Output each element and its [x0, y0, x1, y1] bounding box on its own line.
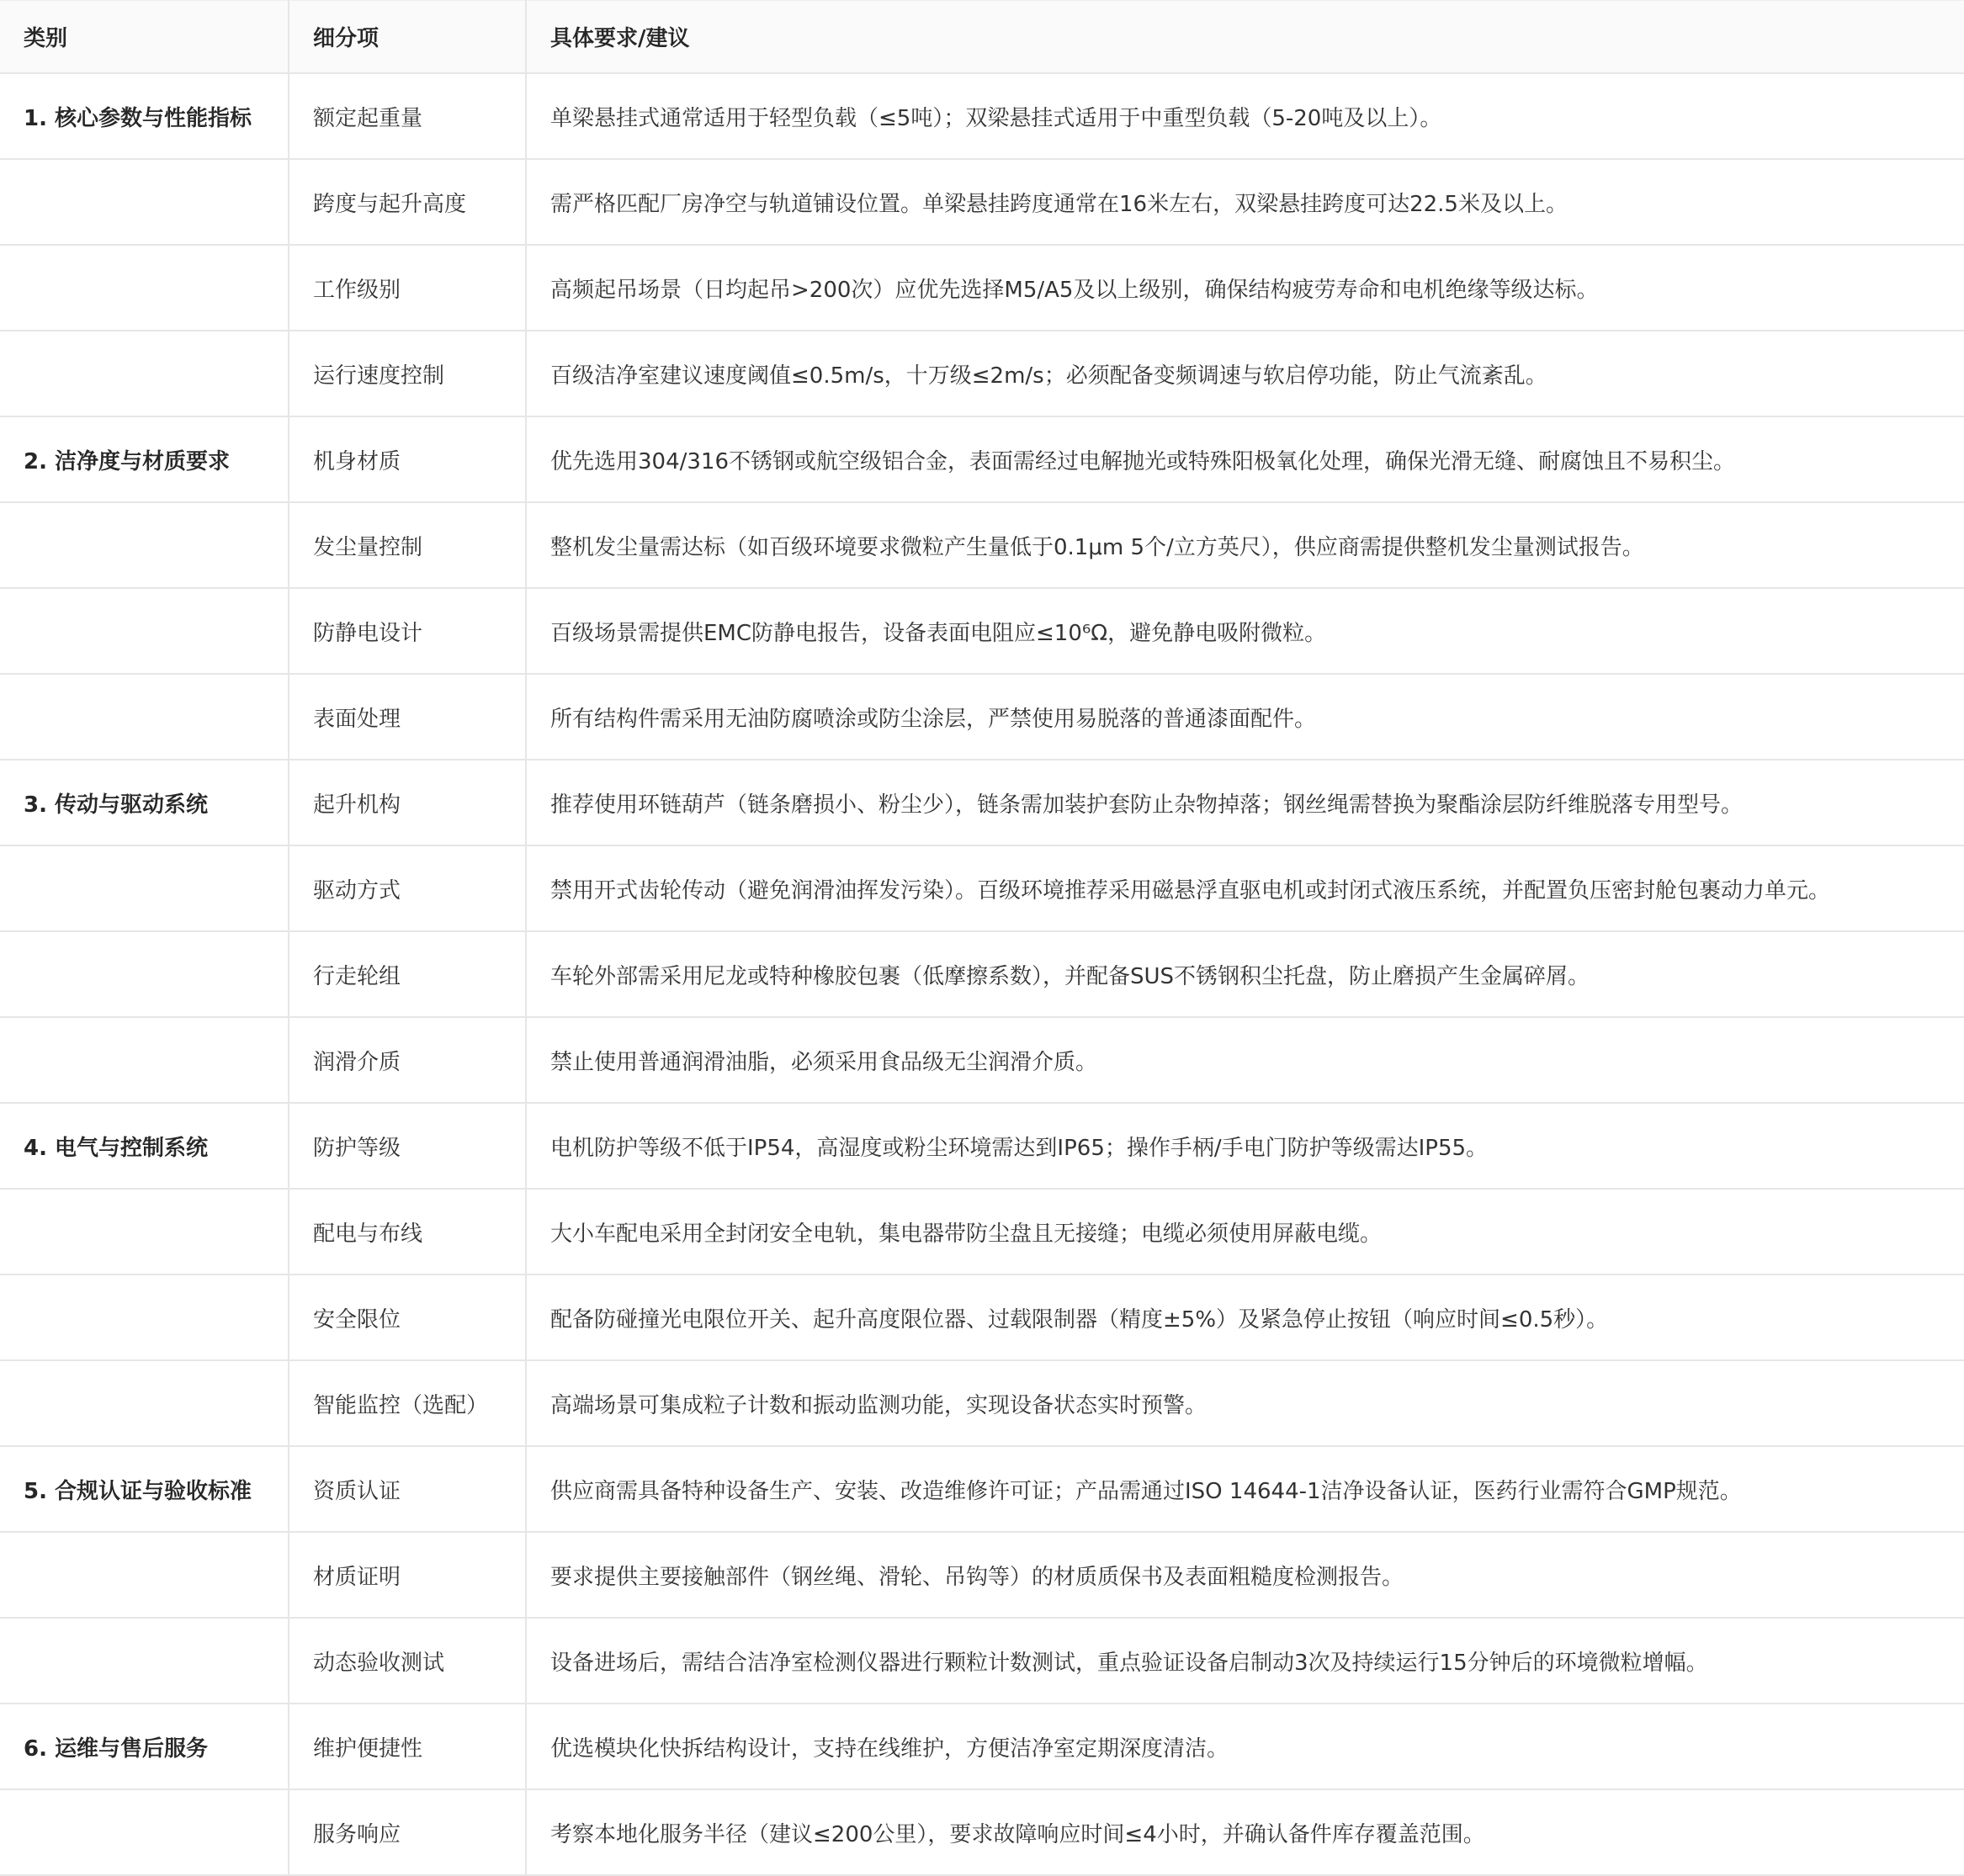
table-row	[0, 502, 1964, 588]
category-cell	[0, 1189, 289, 1275]
table-row	[0, 1189, 1964, 1275]
table-row	[0, 1532, 1964, 1618]
item-cell: 机身材质	[289, 416, 526, 502]
category-cell	[0, 502, 289, 588]
item-cell: 维护便捷性	[289, 1704, 526, 1789]
item-cell: 工作级别	[289, 245, 526, 331]
item-cell: 润滑介质	[289, 1017, 526, 1103]
category-cell: 2. 洁净度与材质要求	[0, 416, 289, 502]
category-cell	[0, 1789, 289, 1875]
requirement-cell: 禁用开式齿轮传动（避免润滑油挥发污染）。百级环境推荐采用磁悬浮直驱电机或封闭式液压系统，并配置负压密封舱包裹动力单元。	[526, 845, 1964, 931]
table-row	[0, 1704, 1964, 1789]
requirement-cell: 优选模块化快拆结构设计，支持在线维护，方便洁净室定期深度清洁。	[526, 1704, 1964, 1789]
table-row	[0, 1446, 1964, 1532]
table-row	[0, 1360, 1964, 1446]
category-cell	[0, 931, 289, 1017]
item-cell: 额定起重量	[289, 73, 526, 159]
category-cell	[0, 845, 289, 931]
table-row	[0, 588, 1964, 674]
item-cell: 防静电设计	[289, 588, 526, 674]
table-row	[0, 1789, 1964, 1875]
header-category: 类别	[0, 1, 289, 74]
item-cell: 发尘量控制	[289, 502, 526, 588]
category-cell: 1. 核心参数与性能指标	[0, 73, 289, 159]
requirement-cell: 需严格匹配厂房净空与轨道铺设位置。单梁悬挂跨度通常在16米左右，双梁悬挂跨度可达22.5米及以上。	[526, 159, 1964, 245]
table-row	[0, 845, 1964, 931]
table-row	[0, 1618, 1964, 1704]
requirement-cell: 设备进场后，需结合洁净室检测仪器进行颗粒计数测试，重点验证设备启制动3次及持续运行15分钟后的环境微粒增幅。	[526, 1618, 1964, 1704]
requirement-cell: 整机发尘量需达标（如百级环境要求微粒产生量低于0.1μm 5个/立方英尺），供应商需提供整机发尘量测试报告。	[526, 502, 1964, 588]
item-cell: 资质认证	[289, 1446, 526, 1532]
requirement-cell: 百级场景需提供EMC防静电报告，设备表面电阻应≤10⁶Ω，避免静电吸附微粒。	[526, 588, 1964, 674]
item-cell: 安全限位	[289, 1275, 526, 1360]
requirement-cell: 所有结构件需采用无油防腐喷涂或防尘涂层，严禁使用易脱落的普通漆面配件。	[526, 674, 1964, 760]
category-cell	[0, 1532, 289, 1618]
table-row	[0, 159, 1964, 245]
table-row	[0, 1275, 1964, 1360]
requirement-cell: 优先选用304/316不锈钢或航空级铝合金，表面需经过电解抛光或特殊阳极氧化处理，确保光滑无缝、耐腐蚀且不易积尘。	[526, 416, 1964, 502]
table-header	[0, 1, 1964, 74]
item-cell: 表面处理	[289, 674, 526, 760]
table-row	[0, 1103, 1964, 1189]
requirement-cell: 要求提供主要接触部件（钢丝绳、滑轮、吊钩等）的材质质保书及表面粗糙度检测报告。	[526, 1532, 1964, 1618]
requirement-cell: 配备防碰撞光电限位开关、起升高度限位器、过载限制器（精度±5%）及紧急停止按钮（响应时间≤0.5秒）。	[526, 1275, 1964, 1360]
table-row	[0, 931, 1964, 1017]
category-cell	[0, 588, 289, 674]
item-cell: 服务响应	[289, 1789, 526, 1875]
requirement-cell: 供应商需具备特种设备生产、安装、改造维修许可证；产品需通过ISO 14644-1洁净设备认证，医药行业需符合GMP规范。	[526, 1446, 1964, 1532]
header-item: 细分项	[289, 1, 526, 74]
category-cell	[0, 245, 289, 331]
table-row	[0, 73, 1964, 159]
requirement-cell: 百级洁净室建议速度阈值≤0.5m/s，十万级≤2m/s；必须配备变频调速与软启停功能，防止气流紊乱。	[526, 331, 1964, 416]
category-cell: 4. 电气与控制系统	[0, 1103, 289, 1189]
requirement-cell: 车轮外部需采用尼龙或特种橡胶包裹（低摩擦系数），并配备SUS不锈钢积尘托盘，防止磨损产生金属碎屑。	[526, 931, 1964, 1017]
header-requirement: 具体要求/建议	[526, 1, 1964, 74]
item-cell: 起升机构	[289, 760, 526, 845]
category-cell: 3. 传动与驱动系统	[0, 760, 289, 845]
item-cell: 驱动方式	[289, 845, 526, 931]
table-body	[0, 73, 1964, 1875]
item-cell: 跨度与起升高度	[289, 159, 526, 245]
requirement-cell: 禁止使用普通润滑油脂，必须采用食品级无尘润滑介质。	[526, 1017, 1964, 1103]
table-row	[0, 760, 1964, 845]
requirement-cell: 电机防护等级不低于IP54，高湿度或粉尘环境需达到IP65；操作手柄/手电门防护等级需达IP55。	[526, 1103, 1964, 1189]
category-cell	[0, 1275, 289, 1360]
table-row	[0, 674, 1964, 760]
category-cell: 6. 运维与售后服务	[0, 1704, 289, 1789]
table-row	[0, 331, 1964, 416]
requirement-cell: 大小车配电采用全封闭安全电轨，集电器带防尘盘且无接缝；电缆必须使用屏蔽电缆。	[526, 1189, 1964, 1275]
item-cell: 运行速度控制	[289, 331, 526, 416]
requirement-cell: 高频起吊场景（日均起吊>200次）应优先选择M5/A5及以上级别，确保结构疲劳寿命和电机绝缘等级达标。	[526, 245, 1964, 331]
category-cell: 5. 合规认证与验收标准	[0, 1446, 289, 1532]
item-cell: 配电与布线	[289, 1189, 526, 1275]
category-cell	[0, 159, 289, 245]
requirement-cell: 单梁悬挂式通常适用于轻型负载（≤5吨）；双梁悬挂式适用于中重型负载（5-20吨及以上）。	[526, 73, 1964, 159]
table-row	[0, 1017, 1964, 1103]
table-row	[0, 416, 1964, 502]
requirement-cell: 推荐使用环链葫芦（链条磨损小、粉尘少），链条需加装护套防止杂物掉落；钢丝绳需替换为聚酯涂层防纤维脱落专用型号。	[526, 760, 1964, 845]
item-cell: 材质证明	[289, 1532, 526, 1618]
header-row	[0, 1, 1964, 74]
requirement-cell: 考察本地化服务半径（建议≤200公里），要求故障响应时间≤4小时，并确认备件库存覆盖范围。	[526, 1789, 1964, 1875]
item-cell: 防护等级	[289, 1103, 526, 1189]
table-row	[0, 245, 1964, 331]
category-cell	[0, 331, 289, 416]
category-cell	[0, 1017, 289, 1103]
category-cell	[0, 1618, 289, 1704]
item-cell: 智能监控（选配）	[289, 1360, 526, 1446]
category-cell	[0, 1360, 289, 1446]
requirement-cell: 高端场景可集成粒子计数和振动监测功能，实现设备状态实时预警。	[526, 1360, 1964, 1446]
item-cell: 动态验收测试	[289, 1618, 526, 1704]
item-cell: 行走轮组	[289, 931, 526, 1017]
category-cell	[0, 674, 289, 760]
